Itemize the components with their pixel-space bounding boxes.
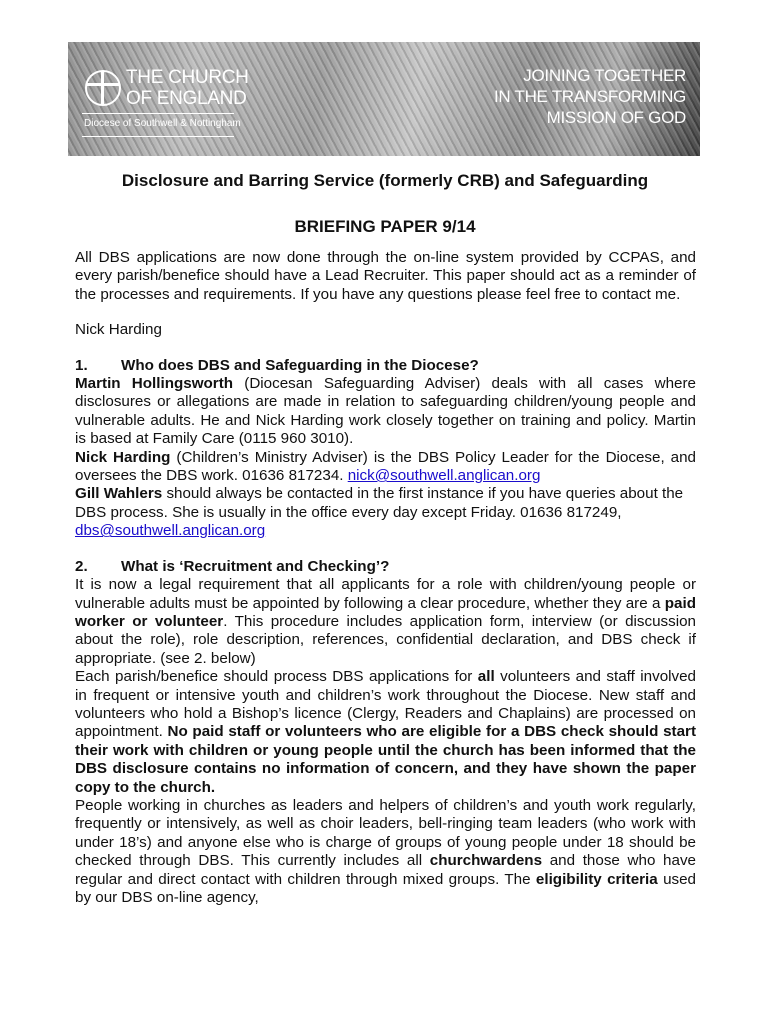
section-2-heading [75, 558, 696, 576]
text: . This procedure includes application form, interview (or discussion about the role), role description, references, confidential declaration, and DBS check if appropriate. (see 2. below) [75, 612, 696, 667]
document-title: Disclosure and Barring Service (formerly CRB) and Safeguarding [121, 171, 649, 190]
section-number: 2. [75, 557, 88, 575]
bold-text: No paid staff or volunteers who are eligible for a DBS check should start their work with children or young people until the church has been informed that the DBS disclosure contains no information of concern, and they have shown the paper copy to the church. [75, 723, 696, 796]
text: volunteers and staff involved in frequent or intensive youth and children’s work throughout the Diocese. New staff and volunteers who hold a Bishop’s licence (Clergy, Readers and Chaplains) are processed on appointment. [75, 668, 696, 741]
text: should always be contacted in the first instance if you have queries about the DBS process. She is usually in the office every day except Friday. 01636 817249, [75, 485, 684, 521]
church-of-england-logo-icon [85, 70, 121, 106]
intro-paragraph: All DBS applications are now done through the on-line system provided by CCPAS, and every parish/benefice should have a Lead Recruiter. This paper should act as a reminder of the processes and requirements. If you have any questions please feel free to contact me. [75, 249, 696, 303]
bold-text: all [477, 668, 495, 686]
text: People working in churches as leaders and helpers of children’s and youth work regularly, frequently or intensively, as well as choir leaders, bell-ringing team leaders (who work with under 18’s) and anyone else who is charge of groups of young people under 18 should be checked through DBS. This currently includes all [75, 796, 696, 870]
section-1-heading [75, 357, 696, 375]
text: used by our DBS on-line agency, [75, 870, 697, 906]
motto-line-3: MISSION OF GOD [546, 108, 686, 127]
section-title: Who does DBS and Safeguarding in the Diocese? [121, 356, 479, 374]
logo-line-1: THE CHURCH [126, 67, 249, 88]
document-subtitle: BRIEFING PAPER 9/14 [294, 217, 476, 236]
bold-name: Nick Harding [75, 448, 171, 466]
text: and those who have regular and direct contact with children through mixed groups. The [75, 852, 696, 888]
text: (Diocesan Safeguarding Adviser) deals with all cases where disclosures or allegations are made in relation to safeguarding children/young people and vulnerable adults. He and Nick Harding work closely together on training and policy. Martin is based at Family Care (0115 960 3010). [75, 375, 696, 448]
text: It is now a legal requirement that all applicants for a role with children/young people or vulnerable adults must be appointed by following a clear procedure, whether they are a [75, 576, 696, 612]
bold-name: Gill Wahlers [75, 485, 163, 503]
section-title: What is ‘Recruitment and Checking’? [121, 557, 390, 575]
section-1-paragraph-2 [75, 449, 696, 486]
section-2-paragraph-3 [75, 797, 696, 907]
motto-line-2: IN THE TRANSFORMING [493, 87, 686, 106]
bold-name: Martin Hollingsworth [75, 375, 234, 393]
bold-text: churchwardens [429, 852, 543, 870]
bold-text: eligibility criteria [535, 870, 658, 888]
email-link[interactable]: nick@southwell.anglican.org [347, 467, 541, 485]
section-number: 1. [75, 356, 88, 374]
section-1-paragraph-1 [75, 375, 696, 449]
header-banner [68, 42, 700, 156]
email-link[interactable]: dbs@southwell.anglican.org [75, 522, 266, 540]
motto [494, 65, 686, 128]
divider [82, 113, 234, 114]
section-1-paragraph-3 [75, 485, 696, 540]
divider [82, 136, 234, 137]
diocese-name: Diocese of Southwell & Nottingham [84, 118, 241, 129]
bold-text: paid worker or volunteer [75, 594, 696, 630]
signature: Nick Harding [75, 321, 162, 339]
text: Each parish/benefice should process DBS applications for [75, 668, 478, 686]
document-body [75, 249, 696, 907]
section-2-paragraph-2 [75, 668, 696, 797]
logo-line-2: OF ENGLAND [126, 88, 247, 109]
section-2-paragraph-1 [75, 576, 696, 668]
logo-text [126, 67, 249, 109]
text: (Children’s Ministry Adviser) is the DBS Policy Leader for the Diocese, and oversees the DBS work. 01636 817234. [75, 448, 696, 485]
motto-line-1: JOINING TOGETHER [523, 66, 686, 85]
